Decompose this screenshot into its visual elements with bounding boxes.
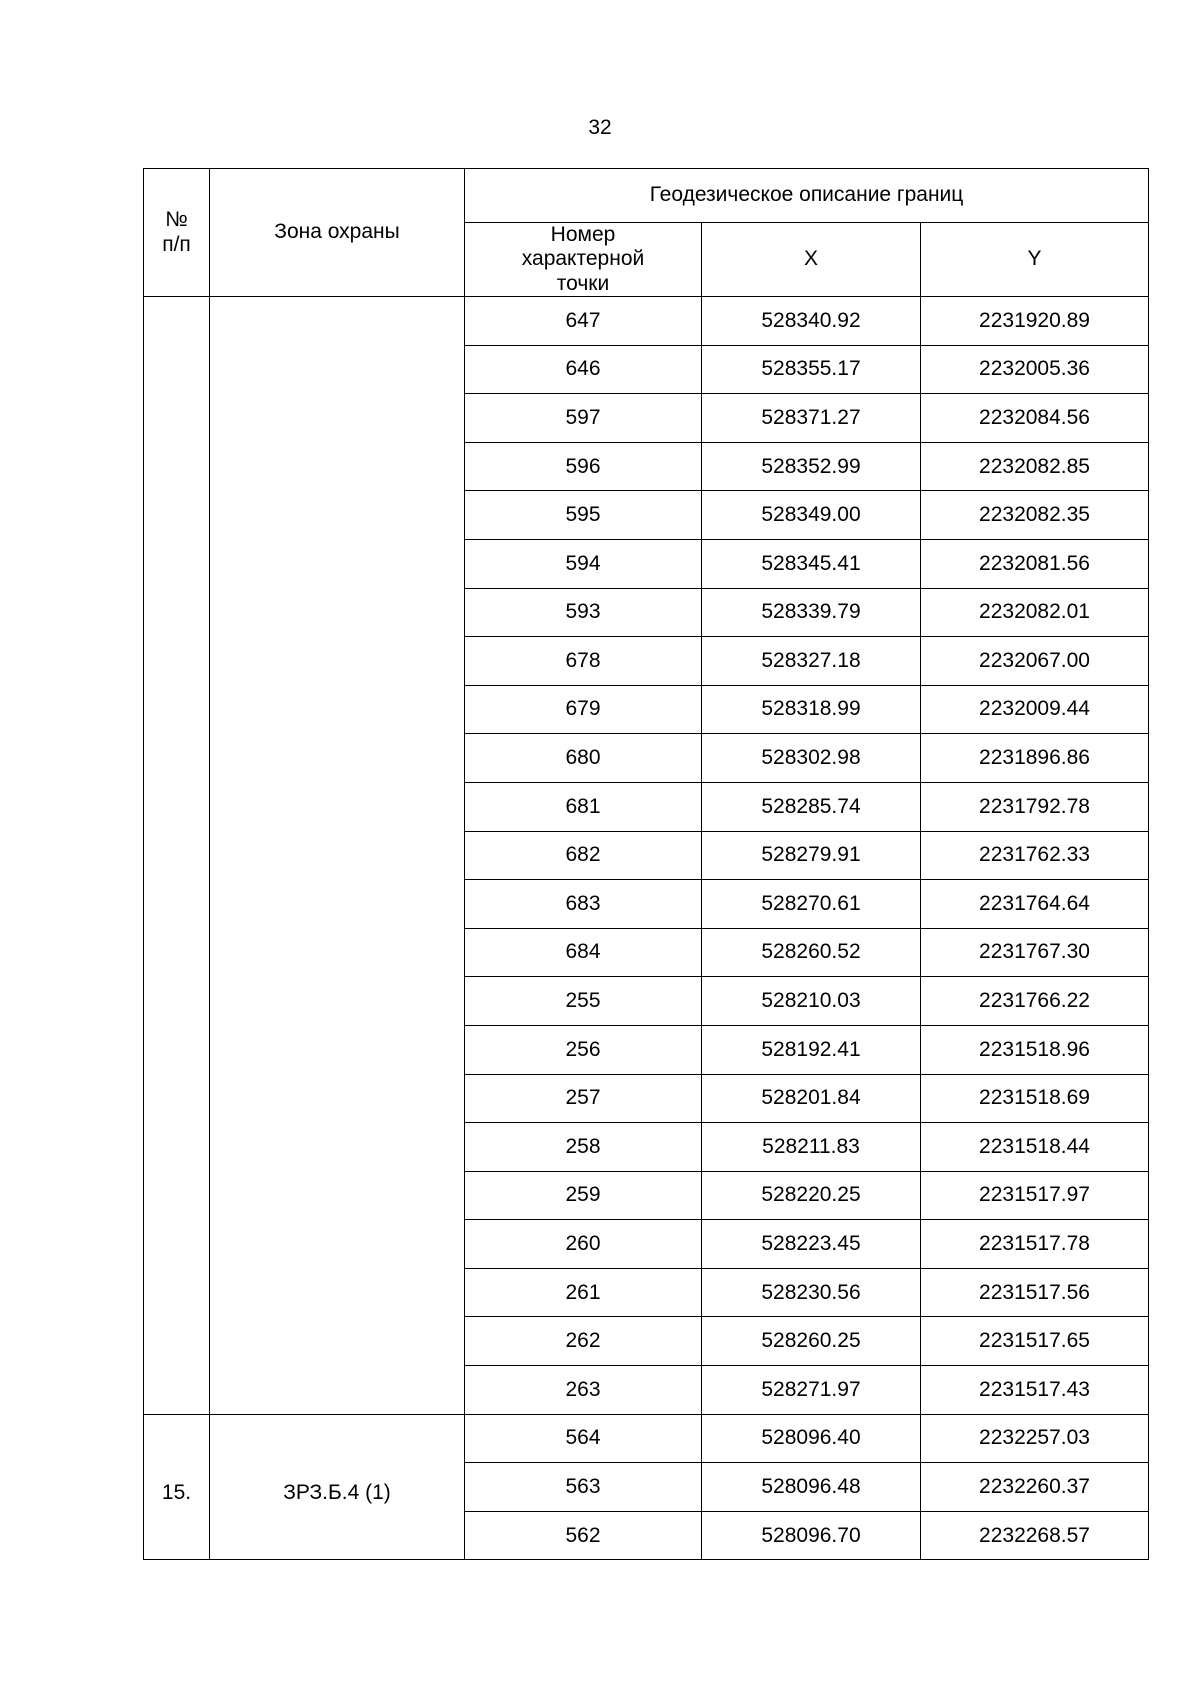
point-number-cell: 262 xyxy=(465,1317,702,1366)
point-number-cell: 562 xyxy=(465,1511,702,1560)
y-coordinate-cell: 2231766.22 xyxy=(921,977,1149,1026)
y-coordinate-cell: 2232260.37 xyxy=(921,1463,1149,1512)
point-number-cell: 256 xyxy=(465,1025,702,1074)
x-coordinate-cell: 528096.40 xyxy=(702,1414,921,1463)
x-coordinate-cell: 528260.25 xyxy=(702,1317,921,1366)
y-coordinate-cell: 2232084.56 xyxy=(921,394,1149,443)
x-coordinate-cell: 528340.92 xyxy=(702,297,921,346)
y-coordinate-cell: 2231762.33 xyxy=(921,831,1149,880)
page-number: 32 xyxy=(588,116,612,139)
x-coordinate-cell: 528271.97 xyxy=(702,1366,921,1415)
table-row xyxy=(144,297,1149,346)
point-number-cell: 563 xyxy=(465,1463,702,1512)
header-zone: Зона охраны xyxy=(210,169,465,297)
x-coordinate-cell: 528192.41 xyxy=(702,1025,921,1074)
x-coordinate-cell: 528339.79 xyxy=(702,588,921,637)
y-coordinate-cell: 2232067.00 xyxy=(921,637,1149,686)
point-number-cell: 678 xyxy=(465,637,702,686)
point-number-cell: 593 xyxy=(465,588,702,637)
y-coordinate-cell: 2231517.56 xyxy=(921,1268,1149,1317)
table-row xyxy=(144,1414,1149,1463)
header-geo-description: Геодезическое описание границ xyxy=(465,169,1149,223)
header-y: Y xyxy=(921,223,1149,297)
x-coordinate-cell: 528302.98 xyxy=(702,734,921,783)
point-number-cell: 260 xyxy=(465,1220,702,1269)
point-number-cell: 258 xyxy=(465,1123,702,1172)
x-coordinate-cell: 528345.41 xyxy=(702,539,921,588)
x-coordinate-cell: 528270.61 xyxy=(702,880,921,929)
point-number-cell: 684 xyxy=(465,928,702,977)
point-number-cell: 679 xyxy=(465,685,702,734)
y-coordinate-cell: 2231517.65 xyxy=(921,1317,1149,1366)
y-coordinate-cell: 2231517.97 xyxy=(921,1171,1149,1220)
x-coordinate-cell: 528327.18 xyxy=(702,637,921,686)
point-number-cell: 680 xyxy=(465,734,702,783)
point-number-cell: 595 xyxy=(465,491,702,540)
y-coordinate-cell: 2231518.96 xyxy=(921,1025,1149,1074)
point-number-cell: 257 xyxy=(465,1074,702,1123)
x-coordinate-cell: 528096.70 xyxy=(702,1511,921,1560)
x-coordinate-cell: 528285.74 xyxy=(702,782,921,831)
point-number-cell: 564 xyxy=(465,1414,702,1463)
y-coordinate-cell: 2231518.44 xyxy=(921,1123,1149,1172)
y-coordinate-cell: 2231792.78 xyxy=(921,782,1149,831)
point-number-cell: 683 xyxy=(465,880,702,929)
y-coordinate-cell: 2231518.69 xyxy=(921,1074,1149,1123)
x-coordinate-cell: 528352.99 xyxy=(702,442,921,491)
x-coordinate-cell: 528210.03 xyxy=(702,977,921,1026)
point-number-cell: 596 xyxy=(465,442,702,491)
group-number-cell xyxy=(144,297,210,1415)
x-coordinate-cell: 528260.52 xyxy=(702,928,921,977)
x-coordinate-cell: 528279.91 xyxy=(702,831,921,880)
x-coordinate-cell: 528201.84 xyxy=(702,1074,921,1123)
point-number-cell: 681 xyxy=(465,782,702,831)
x-coordinate-cell: 528220.25 xyxy=(702,1171,921,1220)
header-x: X xyxy=(702,223,921,297)
point-number-cell: 597 xyxy=(465,394,702,443)
header-num: № п/п xyxy=(144,169,210,297)
x-coordinate-cell: 528211.83 xyxy=(702,1123,921,1172)
x-coordinate-cell: 528371.27 xyxy=(702,394,921,443)
point-number-cell: 259 xyxy=(465,1171,702,1220)
point-number-cell: 261 xyxy=(465,1268,702,1317)
y-coordinate-cell: 2231517.78 xyxy=(921,1220,1149,1269)
y-coordinate-cell: 2231896.86 xyxy=(921,734,1149,783)
group-zone-cell xyxy=(210,297,465,1415)
y-coordinate-cell: 2231767.30 xyxy=(921,928,1149,977)
group-number-cell: 15. xyxy=(144,1414,210,1560)
x-coordinate-cell: 528230.56 xyxy=(702,1268,921,1317)
x-coordinate-cell: 528223.45 xyxy=(702,1220,921,1269)
point-number-cell: 255 xyxy=(465,977,702,1026)
x-coordinate-cell: 528318.99 xyxy=(702,685,921,734)
point-number-cell: 646 xyxy=(465,345,702,394)
y-coordinate-cell: 2232009.44 xyxy=(921,685,1149,734)
y-coordinate-cell: 2232082.85 xyxy=(921,442,1149,491)
point-number-cell: 647 xyxy=(465,297,702,346)
y-coordinate-cell: 2231764.64 xyxy=(921,880,1149,929)
header-row-1 xyxy=(144,169,1149,223)
y-coordinate-cell: 2232257.03 xyxy=(921,1414,1149,1463)
y-coordinate-cell: 2232082.35 xyxy=(921,491,1149,540)
x-coordinate-cell: 528349.00 xyxy=(702,491,921,540)
y-coordinate-cell: 2231517.43 xyxy=(921,1366,1149,1415)
geodesic-boundary-table xyxy=(143,168,1149,1560)
header-point: Номер характерной точки xyxy=(465,223,702,297)
point-number-cell: 594 xyxy=(465,539,702,588)
x-coordinate-cell: 528355.17 xyxy=(702,345,921,394)
y-coordinate-cell: 2232268.57 xyxy=(921,1511,1149,1560)
point-number-cell: 263 xyxy=(465,1366,702,1415)
y-coordinate-cell: 2232081.56 xyxy=(921,539,1149,588)
y-coordinate-cell: 2232005.36 xyxy=(921,345,1149,394)
group-zone-cell: ЗРЗ.Б.4 (1) xyxy=(210,1414,465,1560)
y-coordinate-cell: 2231920.89 xyxy=(921,297,1149,346)
point-number-cell: 682 xyxy=(465,831,702,880)
x-coordinate-cell: 528096.48 xyxy=(702,1463,921,1512)
table-body xyxy=(144,297,1149,1560)
y-coordinate-cell: 2232082.01 xyxy=(921,588,1149,637)
